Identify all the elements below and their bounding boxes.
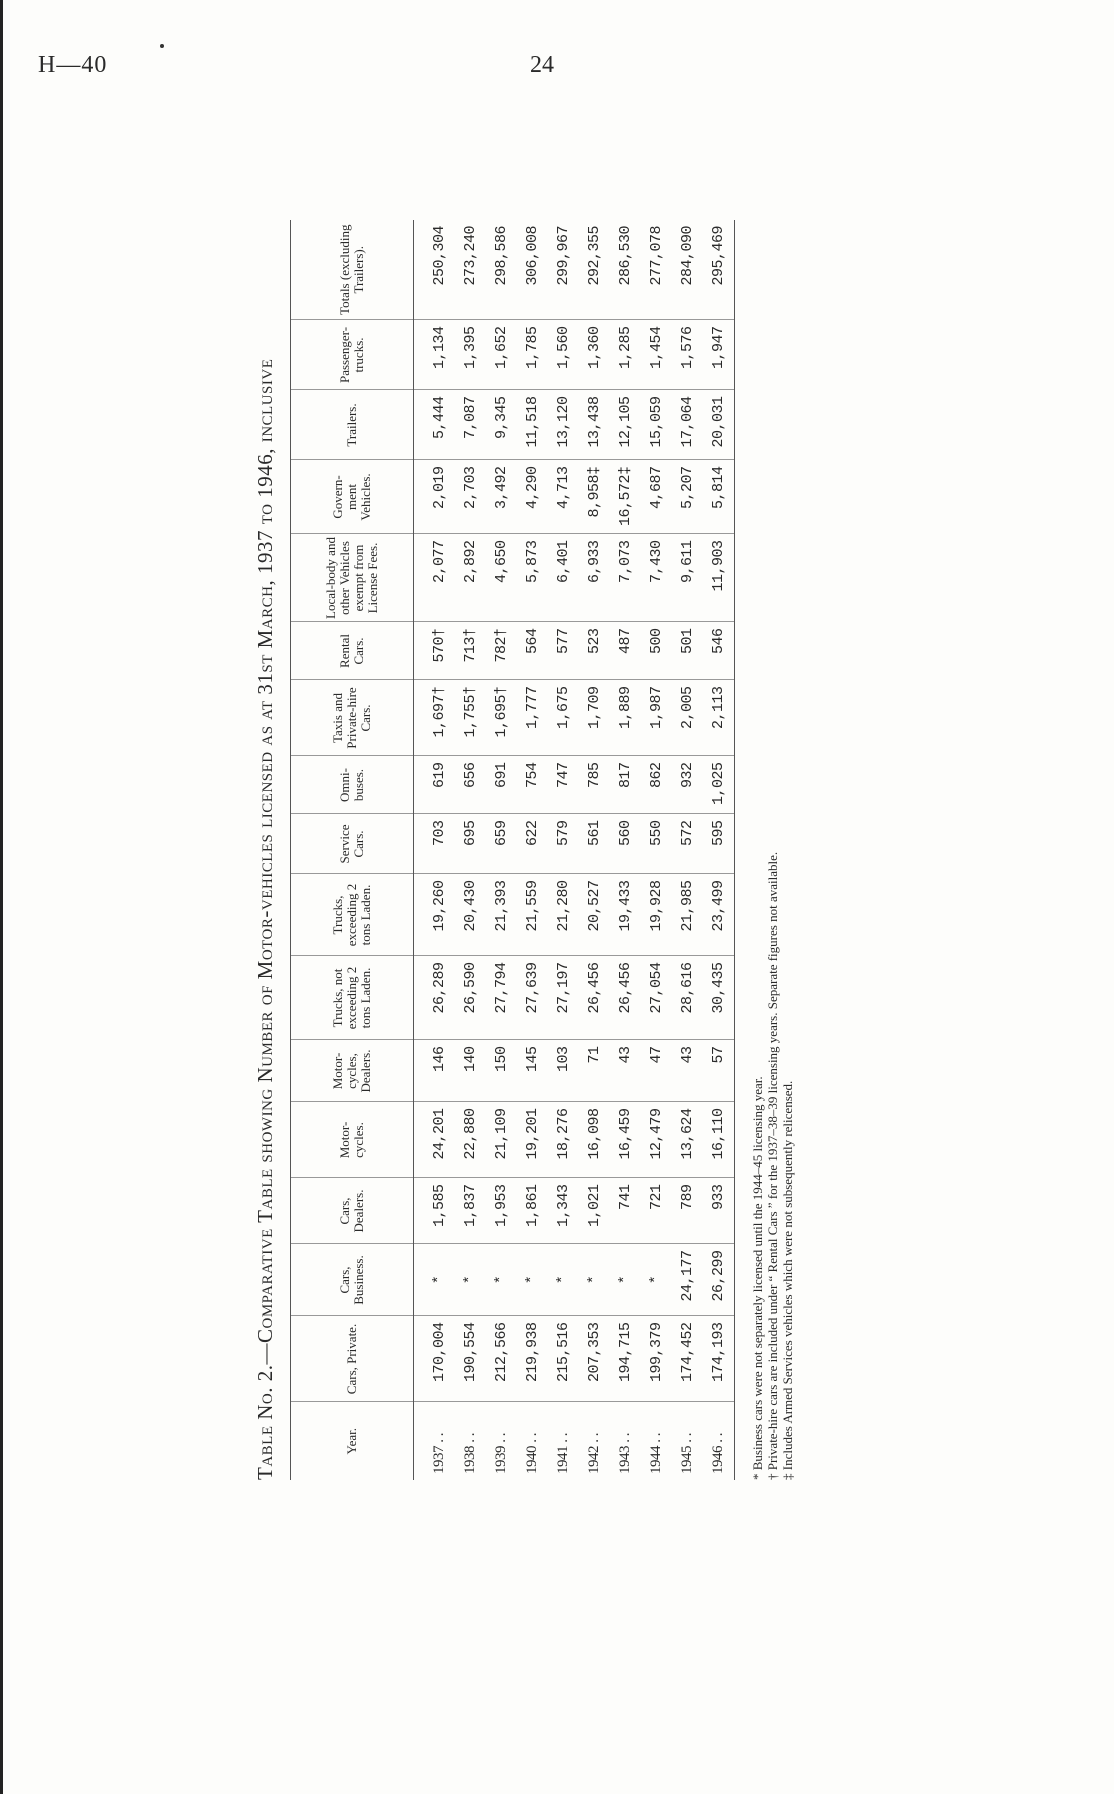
table-cell: 550 [641, 814, 672, 874]
table-cell: 1,947 [703, 320, 735, 390]
table-cell: 9,611 [672, 534, 703, 622]
table-cell: 219,938 [517, 1316, 548, 1402]
table-cell: 27,197 [548, 956, 579, 1040]
table-cell: 1,709 [579, 680, 610, 756]
table-cell: 560 [610, 814, 641, 874]
table-cell: 43 [672, 1040, 703, 1102]
table-cell: 4,290 [517, 460, 548, 534]
table-cell: * [414, 1244, 456, 1316]
table-cell: 1,360 [579, 320, 610, 390]
column-header: Local-body and other Vehicles exempt from License Fees. [291, 534, 414, 622]
table-cell: 27,794 [486, 956, 517, 1040]
table-cell: 207,353 [579, 1316, 610, 1402]
table-cell: 174,193 [703, 1316, 735, 1402]
table-cell: 754 [517, 756, 548, 814]
table-cell: 27,639 [517, 956, 548, 1040]
table-cell: 47 [641, 1040, 672, 1102]
table-cell: 277,078 [641, 220, 672, 320]
table-cell: 212,566 [486, 1316, 517, 1402]
table-cell: 190,554 [455, 1316, 486, 1402]
table-cell: 6,401 [548, 534, 579, 622]
column-header: Totals (excluding Trailers). [291, 220, 414, 320]
table-cell: 1,777 [517, 680, 548, 756]
table-cell: 1,285 [610, 320, 641, 390]
table-row [414, 220, 456, 1480]
table-cell: 817 [610, 756, 641, 814]
rotated-table-block [250, 220, 795, 1480]
table-cell: 622 [517, 814, 548, 874]
table-cell: 15,059 [641, 390, 672, 460]
table-cell: 17,064 [672, 390, 703, 460]
year-cell: 1944 . . [648, 1433, 664, 1474]
table-cell: 295,469 [703, 220, 735, 320]
table-cell: 250,304 [414, 220, 456, 320]
table-cell: 1,395 [455, 320, 486, 390]
table-cell: 595 [703, 814, 735, 874]
table-cell: 21,280 [548, 874, 579, 956]
table-cell: 564 [517, 622, 548, 680]
column-header: Cars, Business. [291, 1244, 414, 1316]
table-cell: 30,435 [703, 956, 735, 1040]
table-cell: 24,177 [672, 1244, 703, 1316]
column-header: Cars, Dealers. [291, 1178, 414, 1244]
column-header: Govern-ment Vehicles. [291, 460, 414, 534]
table-cell: 1,025 [703, 756, 735, 814]
table-cell: 292,355 [579, 220, 610, 320]
table-cell: 27,054 [641, 956, 672, 1040]
year-cell: 1939 . . [493, 1433, 509, 1474]
table-cell: 170,004 [414, 1316, 456, 1402]
table-cell: 26,456 [579, 956, 610, 1040]
table-cell: 4,713 [548, 460, 579, 534]
table-cell: * [579, 1244, 610, 1316]
table-cell: 22,880 [455, 1102, 486, 1178]
table-cell: 1,134 [414, 320, 456, 390]
table-cell: 26,590 [455, 956, 486, 1040]
table-cell: 501 [672, 622, 703, 680]
table-header-row [291, 220, 414, 1480]
table-cell: 9,345 [486, 390, 517, 460]
table-cell: 21,393 [486, 874, 517, 956]
table-cell: 933 [703, 1178, 735, 1244]
year-cell: 1945 . . [679, 1433, 695, 1474]
footnote: † Private-hire cars are included under “ Rental Cars ” for the 1937–38–39 licensing years. Separate figures not available. [765, 851, 780, 1480]
table-cell: 5,444 [414, 390, 456, 460]
column-header: Trucks, exceeding 2 tons Laden. [291, 874, 414, 956]
footnote: ‡ Includes Armed Services vehicles which were not subsequently relicensed. [780, 1080, 795, 1480]
table-cell: 862 [641, 756, 672, 814]
page-edge-line [0, 0, 3, 1794]
table-cell: 1,953 [486, 1178, 517, 1244]
table-cell: 747 [548, 756, 579, 814]
column-header: Motor-cycles. [291, 1102, 414, 1178]
table-cell: 306,008 [517, 220, 548, 320]
table-cell: 1,755† [455, 680, 486, 756]
table-cell: 13,120 [548, 390, 579, 460]
table-cell: 103 [548, 1040, 579, 1102]
table-cell: * [548, 1244, 579, 1316]
table-cell: 2,703 [455, 460, 486, 534]
column-header: Motor-cycles, Dealers. [291, 1040, 414, 1102]
table-cell: 13,624 [672, 1102, 703, 1178]
table-cell: 1,987 [641, 680, 672, 756]
column-header: Service Cars. [291, 814, 414, 874]
table-cell: 26,456 [610, 956, 641, 1040]
table-cell: 21,109 [486, 1102, 517, 1178]
table-cell: 28,616 [672, 956, 703, 1040]
column-header: Year. [291, 1402, 414, 1480]
table-row [455, 220, 486, 1480]
table-cell: 16,459 [610, 1102, 641, 1178]
table-cell: 199,379 [641, 1316, 672, 1402]
table-cell: 579 [548, 814, 579, 874]
table-cell: 16,110 [703, 1102, 735, 1178]
table-cell: 4,650 [486, 534, 517, 622]
table-cell: 7,430 [641, 534, 672, 622]
table-body [414, 220, 735, 1480]
table-cell: 656 [455, 756, 486, 814]
table-cell: 1,454 [641, 320, 672, 390]
table-cell: 2,019 [414, 460, 456, 534]
table-row [641, 220, 672, 1480]
table-cell: 695 [455, 814, 486, 874]
table-cell: 5,873 [517, 534, 548, 622]
table-cell: 57 [703, 1040, 735, 1102]
table-cell: 1,697† [414, 680, 456, 756]
table-cell: 16,572‡ [610, 460, 641, 534]
table-cell: 273,240 [455, 220, 486, 320]
table-cell: 721 [641, 1178, 672, 1244]
table-cell: 1,585 [414, 1178, 456, 1244]
table-cell: 7,087 [455, 390, 486, 460]
ink-dot [160, 44, 164, 48]
table-cell: 782† [486, 622, 517, 680]
table-cell: 19,928 [641, 874, 672, 956]
year-cell: 1940 . . [524, 1433, 540, 1474]
table-cell: 194,715 [610, 1316, 641, 1402]
table-cell: 932 [672, 756, 703, 814]
table-cell: 26,289 [414, 956, 456, 1040]
table-cell: 13,438 [579, 390, 610, 460]
year-cell: 1943 . . [617, 1433, 633, 1474]
table-cell: 703 [414, 814, 456, 874]
year-cell: 1941 . . [555, 1433, 571, 1474]
table-row [672, 220, 703, 1480]
table-cell: 5,814 [703, 460, 735, 534]
table-cell: 3,492 [486, 460, 517, 534]
table-cell: 659 [486, 814, 517, 874]
year-cell: 1942 . . [586, 1433, 602, 1474]
table-cell: 12,479 [641, 1102, 672, 1178]
table-cell: 570† [414, 622, 456, 680]
table-cell: 2,892 [455, 534, 486, 622]
table-cell: 1,021 [579, 1178, 610, 1244]
table-cell: * [486, 1244, 517, 1316]
table-row [486, 220, 517, 1480]
table-cell: 1,837 [455, 1178, 486, 1244]
table-cell: 7,073 [610, 534, 641, 622]
table-cell: 145 [517, 1040, 548, 1102]
table-cell: 19,433 [610, 874, 641, 956]
table-cell: 71 [579, 1040, 610, 1102]
table-row [703, 220, 735, 1480]
table-cell: 789 [672, 1178, 703, 1244]
table-cell: 24,201 [414, 1102, 456, 1178]
table-cell: 26,299 [703, 1244, 735, 1316]
table-cell: 1,675 [548, 680, 579, 756]
table-cell: 43 [610, 1040, 641, 1102]
table-cell: 1,785 [517, 320, 548, 390]
column-header: Trailers. [291, 390, 414, 460]
column-header: Omni-buses. [291, 756, 414, 814]
table-cell: * [455, 1244, 486, 1316]
table-cell: 2,113 [703, 680, 735, 756]
footnote: * Business cars were not separately licensed until the 1944–45 licensing year. [750, 1076, 765, 1480]
table-cell: * [610, 1244, 641, 1316]
table-cell: 23,499 [703, 874, 735, 956]
table-cell: 619 [414, 756, 456, 814]
table-cell: 1,343 [548, 1178, 579, 1244]
table-cell: 1,861 [517, 1178, 548, 1244]
table-cell: 1,695† [486, 680, 517, 756]
year-cell: 1937 . . [431, 1433, 447, 1474]
year-cell: 1938 . . [462, 1433, 478, 1474]
table-cell: 785 [579, 756, 610, 814]
table-row [610, 220, 641, 1480]
table-cell: 18,276 [548, 1102, 579, 1178]
table-cell: 5,207 [672, 460, 703, 534]
table-cell: 1,652 [486, 320, 517, 390]
table-cell: 11,903 [703, 534, 735, 622]
column-header: Cars, Private. [291, 1316, 414, 1402]
table-cell: 12,105 [610, 390, 641, 460]
table-cell: 215,516 [548, 1316, 579, 1402]
table-cell: 572 [672, 814, 703, 874]
table-cell: 523 [579, 622, 610, 680]
table-cell: * [517, 1244, 548, 1316]
table-row [579, 220, 610, 1480]
table-row [548, 220, 579, 1480]
table-cell: 21,985 [672, 874, 703, 956]
table-cell: 19,201 [517, 1102, 548, 1178]
table-cell: 8,958‡ [579, 460, 610, 534]
table-title: Table No. 2.—Comparative Table showing Number of Motor-vehicles licensed as at 31st March, 1937 to 1946, inclusive [253, 358, 277, 1480]
table-cell: * [641, 1244, 672, 1316]
column-header: Rental Cars. [291, 622, 414, 680]
table-cell: 2,077 [414, 534, 456, 622]
year-cell: 1946 . . [703, 1402, 735, 1480]
table-cell: 140 [455, 1040, 486, 1102]
table-cell: 11,518 [517, 390, 548, 460]
table-cell: 286,530 [610, 220, 641, 320]
table-cell: 500 [641, 622, 672, 680]
table-cell: 546 [703, 622, 735, 680]
footnotes [750, 220, 795, 1480]
table-cell: 1,889 [610, 680, 641, 756]
table-cell: 150 [486, 1040, 517, 1102]
table-cell: 284,090 [672, 220, 703, 320]
table-cell: 146 [414, 1040, 456, 1102]
table-cell: 561 [579, 814, 610, 874]
table-cell: 1,560 [548, 320, 579, 390]
table-cell: 577 [548, 622, 579, 680]
table-cell: 20,527 [579, 874, 610, 956]
table-cell: 21,559 [517, 874, 548, 956]
table-row [517, 220, 548, 1480]
table-cell: 741 [610, 1178, 641, 1244]
table-cell: 2,005 [672, 680, 703, 756]
table-cell: 298,586 [486, 220, 517, 320]
page-code: H—40 [38, 52, 108, 78]
table-cell: 691 [486, 756, 517, 814]
page-number: 24 [530, 52, 554, 78]
table-cell: 174,452 [672, 1316, 703, 1402]
column-header: Trucks, not exceeding 2 tons Laden. [291, 956, 414, 1040]
table-cell: 20,031 [703, 390, 735, 460]
table-cell: 16,098 [579, 1102, 610, 1178]
table-cell: 1,576 [672, 320, 703, 390]
motor-vehicles-table [290, 220, 735, 1480]
table-cell: 713† [455, 622, 486, 680]
table-cell: 6,933 [579, 534, 610, 622]
table-cell: 20,430 [455, 874, 486, 956]
table-cell: 487 [610, 622, 641, 680]
column-header: Taxis and Private-hire Cars. [291, 680, 414, 756]
column-header: Passenger-trucks. [291, 320, 414, 390]
table-cell: 19,260 [414, 874, 456, 956]
table-cell: 4,687 [641, 460, 672, 534]
table-cell: 299,967 [548, 220, 579, 320]
